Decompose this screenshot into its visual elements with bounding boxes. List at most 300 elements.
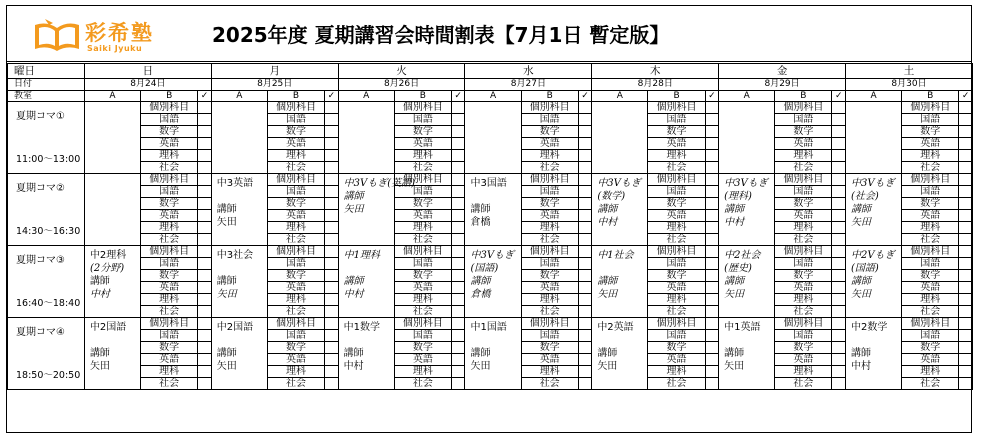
subject-cell: 社会 (141, 306, 198, 318)
subject-cell: 理科 (394, 222, 451, 234)
check-cell (451, 198, 465, 210)
class-note: 講師 (597, 204, 618, 215)
subject-cell: 英語 (267, 210, 324, 222)
room-a-cell (846, 318, 902, 390)
room-a-cell (84, 318, 140, 390)
room-a-cell (465, 102, 521, 174)
subject-cell: 個別科目 (775, 174, 832, 186)
subject-cell: 国語 (141, 258, 198, 270)
subject-cell: 数学 (394, 126, 451, 138)
slot-name: 夏期コマ① (16, 111, 65, 122)
date-cell: 8月25日 (211, 79, 338, 91)
check-cell (959, 258, 973, 270)
room-a-cell (211, 246, 267, 318)
class-note: 中村 (724, 217, 745, 228)
check-cell (705, 198, 719, 210)
check-cell (198, 222, 212, 234)
check-cell (451, 126, 465, 138)
check-cell (325, 318, 339, 330)
subject-cell: 個別科目 (394, 246, 451, 258)
class-note: 矢田 (470, 361, 491, 372)
subject-cell: 社会 (521, 378, 578, 390)
room-a-cell (719, 102, 775, 174)
check-cell (451, 282, 465, 294)
subject-cell: 理科 (902, 366, 959, 378)
subject-cell: 個別科目 (775, 102, 832, 114)
class-note: 矢田 (216, 217, 237, 228)
subject-cell: 数学 (775, 198, 832, 210)
check-cell (198, 270, 212, 282)
subject-cell: 個別科目 (902, 102, 959, 114)
check-cell (959, 162, 973, 174)
check-cell (959, 246, 973, 258)
subject-cell: 国語 (141, 186, 198, 198)
subject-cell: 英語 (394, 138, 451, 150)
room-a-cell (465, 246, 521, 318)
check-cell (578, 222, 592, 234)
subject-cell: 国語 (648, 114, 705, 126)
check-cell (578, 210, 592, 222)
date-cell: 8月27日 (465, 79, 592, 91)
check-cell (959, 222, 973, 234)
check-cell (578, 330, 592, 342)
check-cell (325, 102, 339, 114)
check-cell (959, 270, 973, 282)
check-cell (451, 186, 465, 198)
check-cell (705, 186, 719, 198)
subject-cell: 英語 (267, 282, 324, 294)
check-cell (832, 282, 846, 294)
subject-cell: 英語 (394, 210, 451, 222)
subject-cell: 数学 (141, 126, 198, 138)
subject-cell: 社会 (521, 306, 578, 318)
subject-cell: 英語 (141, 354, 198, 366)
class-note (344, 334, 394, 347)
weekday-cell: 日 (84, 64, 211, 79)
subject-cell: 個別科目 (648, 318, 705, 330)
class-note: 矢田 (597, 289, 618, 300)
check-cell (578, 138, 592, 150)
subject-cell: 個別科目 (141, 318, 198, 330)
logo-subtitle: Saiki Jyuku (87, 44, 143, 53)
subject-cell: 数学 (648, 126, 705, 138)
check-cell (832, 102, 846, 114)
class-note: 講師 (470, 204, 491, 215)
check-cell (451, 138, 465, 150)
check-cell (451, 222, 465, 234)
class-note: 中3国語 (470, 178, 507, 189)
check-cell (325, 222, 339, 234)
subject-cell: 国語 (267, 186, 324, 198)
check-cell (198, 318, 212, 330)
check-cell (198, 126, 212, 138)
class-note: 中3英語 (216, 178, 254, 189)
subject-cell: 個別科目 (775, 246, 832, 258)
room-a-header: A (465, 91, 521, 102)
check-cell (832, 126, 846, 138)
check-cell (578, 342, 592, 354)
class-note: 講師 (724, 276, 745, 287)
subject-cell: 社会 (521, 162, 578, 174)
room-a-header: A (211, 91, 267, 102)
slot-label-cell (8, 174, 85, 246)
check-cell (705, 102, 719, 114)
check-cell (198, 174, 212, 186)
check-cell (705, 366, 719, 378)
check-cell (451, 294, 465, 306)
date-label: 日付 (8, 79, 85, 91)
check-cell (198, 114, 212, 126)
subject-cell: 国語 (648, 186, 705, 198)
check-cell (198, 138, 212, 150)
check-cell (578, 126, 592, 138)
subject-cell: 社会 (902, 378, 959, 390)
room-a-cell (211, 318, 267, 390)
subject-cell: 社会 (648, 162, 705, 174)
check-header: ✓ (832, 91, 846, 102)
check-cell (959, 318, 973, 330)
check-cell (959, 378, 973, 390)
check-header: ✓ (325, 91, 339, 102)
check-cell (705, 282, 719, 294)
subject-cell: 数学 (141, 270, 198, 282)
subject-cell: 数学 (394, 342, 451, 354)
class-note: 中2Vもぎ (851, 250, 895, 261)
check-cell (959, 234, 973, 246)
subject-cell: 数学 (267, 342, 324, 354)
class-note: 矢田 (851, 289, 871, 300)
check-cell (451, 174, 465, 186)
subject-cell: 国語 (394, 114, 451, 126)
slot-name: 夏期コマ③ (16, 255, 65, 266)
check-cell (705, 114, 719, 126)
subject-cell: 社会 (141, 234, 198, 246)
class-note: 講師 (851, 204, 871, 215)
subject-cell: 個別科目 (775, 318, 832, 330)
subject-cell: 社会 (775, 306, 832, 318)
check-cell (325, 162, 339, 174)
room-a-cell (84, 246, 140, 318)
check-cell (451, 246, 465, 258)
subject-cell: 理科 (394, 366, 451, 378)
subject-cell: 理科 (648, 366, 705, 378)
check-cell (705, 174, 719, 186)
class-note: 講師 (597, 348, 618, 359)
room-a-cell (211, 102, 267, 174)
subject-cell: 国語 (902, 258, 959, 270)
check-header: ✓ (578, 91, 592, 102)
check-cell (832, 186, 846, 198)
subject-cell: 理科 (141, 222, 198, 234)
subject-cell: 個別科目 (648, 102, 705, 114)
date-cell: 8月30日 (846, 79, 973, 91)
check-cell (325, 282, 339, 294)
class-note: 講師 (216, 204, 237, 215)
check-cell (832, 210, 846, 222)
subject-cell: 社会 (648, 378, 705, 390)
subject-cell: 英語 (775, 210, 832, 222)
subject-cell: 国語 (141, 330, 198, 342)
check-cell (198, 150, 212, 162)
timetable (7, 63, 973, 390)
class-note: 中1国語 (470, 322, 507, 333)
subject-cell: 理科 (775, 294, 832, 306)
check-cell (578, 294, 592, 306)
check-cell (705, 342, 719, 354)
check-cell (325, 258, 339, 270)
class-note: 矢田 (216, 361, 237, 372)
subject-cell: 英語 (521, 210, 578, 222)
page-title: 2025年度 夏期講習会時間割表【7月1日 暫定版】 (212, 23, 670, 47)
slot-label-cell (8, 318, 85, 390)
check-cell (578, 174, 592, 186)
room-a-cell (592, 318, 648, 390)
slot-name: 夏期コマ② (16, 183, 65, 194)
check-cell (832, 174, 846, 186)
open-book-icon (33, 19, 81, 53)
check-cell (705, 138, 719, 150)
subject-cell: 理科 (267, 366, 324, 378)
check-cell (705, 150, 719, 162)
room-a-cell (592, 102, 648, 174)
subject-cell: 個別科目 (267, 318, 324, 330)
check-cell (959, 354, 973, 366)
class-note: 中村 (343, 289, 364, 300)
room-a-cell (338, 102, 394, 174)
subject-cell: 数学 (902, 198, 959, 210)
subject-cell: 数学 (394, 198, 451, 210)
subject-cell: 個別科目 (648, 174, 705, 186)
subject-cell: 社会 (267, 234, 324, 246)
check-cell (325, 294, 339, 306)
class-note (470, 334, 520, 347)
check-cell (325, 246, 339, 258)
check-cell (198, 162, 212, 174)
check-cell (325, 186, 339, 198)
class-note: (国語) (470, 263, 499, 274)
subject-cell: 国語 (775, 258, 832, 270)
class-note: 講師 (851, 348, 871, 359)
weekday-cell: 土 (846, 64, 973, 79)
subject-cell: 国語 (141, 114, 198, 126)
subject-cell: 国語 (775, 114, 832, 126)
check-cell (959, 294, 973, 306)
subject-cell: 個別科目 (902, 174, 959, 186)
subject-cell: 理科 (521, 366, 578, 378)
check-cell (198, 378, 212, 390)
subject-cell: 英語 (267, 138, 324, 150)
check-cell (705, 270, 719, 282)
subject-cell: 個別科目 (141, 174, 198, 186)
subject-cell: 個別科目 (394, 102, 451, 114)
subject-cell: 英語 (521, 282, 578, 294)
check-cell (578, 270, 592, 282)
class-note: 講師 (343, 348, 364, 359)
subject-cell: 理科 (902, 294, 959, 306)
subject-cell: 数学 (775, 126, 832, 138)
check-cell (705, 246, 719, 258)
class-note: 講師 (89, 276, 110, 287)
subject-cell: 国語 (902, 330, 959, 342)
subject-cell: 国語 (394, 330, 451, 342)
check-cell (959, 330, 973, 342)
check-cell (959, 114, 973, 126)
check-cell (325, 366, 339, 378)
subject-cell: 数学 (521, 126, 578, 138)
subject-cell: 社会 (394, 234, 451, 246)
check-cell (705, 330, 719, 342)
check-cell (578, 306, 592, 318)
check-cell (578, 198, 592, 210)
subject-cell: 理科 (775, 150, 832, 162)
check-cell (198, 186, 212, 198)
subject-cell: 社会 (648, 306, 705, 318)
check-cell (451, 306, 465, 318)
subject-cell: 個別科目 (648, 246, 705, 258)
check-cell (451, 150, 465, 162)
subject-cell: 理科 (775, 222, 832, 234)
subject-cell: 社会 (267, 306, 324, 318)
room-a-cell (84, 174, 140, 246)
check-cell (198, 306, 212, 318)
subject-cell: 国語 (775, 186, 832, 198)
class-note: 中2国語 (216, 322, 254, 333)
room-a-cell (84, 102, 140, 174)
check-cell (705, 294, 719, 306)
subject-cell: 英語 (267, 354, 324, 366)
check-cell (832, 150, 846, 162)
subject-cell: 社会 (267, 162, 324, 174)
check-cell (959, 198, 973, 210)
room-b-header: B (394, 91, 451, 102)
weekday-cell: 金 (719, 64, 846, 79)
check-cell (451, 162, 465, 174)
subject-cell: 国語 (521, 330, 578, 342)
subject-cell: 理科 (394, 150, 451, 162)
check-cell (325, 342, 339, 354)
room-b-header: B (267, 91, 324, 102)
check-cell (832, 114, 846, 126)
subject-cell: 理科 (267, 222, 324, 234)
subject-cell: 理科 (141, 150, 198, 162)
subject-cell: 国語 (902, 186, 959, 198)
class-note: 講師 (470, 348, 491, 359)
check-cell (959, 186, 973, 198)
check-cell (705, 162, 719, 174)
check-cell (959, 126, 973, 138)
class-note: 中村 (89, 289, 110, 300)
check-cell (451, 210, 465, 222)
class-note: 倉橋 (470, 289, 491, 300)
class-note: 矢田 (216, 289, 237, 300)
class-note: 講師 (216, 276, 237, 287)
check-cell (959, 282, 973, 294)
check-cell (325, 330, 339, 342)
check-cell (705, 318, 719, 330)
check-cell (832, 294, 846, 306)
class-note: 中2国語 (89, 322, 127, 333)
check-cell (832, 366, 846, 378)
check-cell (578, 366, 592, 378)
check-cell (578, 378, 592, 390)
class-note: 矢田 (851, 217, 871, 228)
class-note: 講師 (343, 276, 364, 287)
class-note: 矢田 (724, 361, 745, 372)
class-note: 中3Vもぎ (597, 178, 641, 189)
subject-cell: 数学 (648, 270, 705, 282)
class-note: 中1英語 (724, 322, 761, 333)
subject-cell: 英語 (521, 354, 578, 366)
class-note: 講師 (470, 276, 491, 287)
check-cell (325, 270, 339, 282)
check-cell (325, 378, 339, 390)
subject-cell: 個別科目 (394, 174, 451, 186)
check-cell (325, 354, 339, 366)
check-cell (198, 258, 212, 270)
subject-cell: 数学 (902, 270, 959, 282)
check-cell (959, 102, 973, 114)
check-cell (198, 282, 212, 294)
logo-name: 彩希塾 (85, 21, 154, 45)
class-note: 講師 (89, 348, 110, 359)
check-cell (832, 354, 846, 366)
check-cell (578, 246, 592, 258)
subject-cell: 個別科目 (521, 246, 578, 258)
class-note: 中2理科 (89, 250, 127, 261)
class-note (470, 190, 520, 203)
class-note (217, 262, 267, 275)
check-cell (198, 294, 212, 306)
class-note: 中2社会 (724, 250, 761, 261)
class-note: 中村 (851, 361, 871, 372)
room-a-cell (592, 246, 648, 318)
check-cell (705, 354, 719, 366)
subject-cell: 個別科目 (141, 102, 198, 114)
slot-time: 11:00〜13:00 (16, 154, 81, 165)
room-b-header: B (141, 91, 198, 102)
class-note: 講師 (343, 191, 364, 202)
subject-cell: 理科 (902, 222, 959, 234)
check-cell (832, 198, 846, 210)
check-cell (451, 342, 465, 354)
subject-cell: 社会 (267, 378, 324, 390)
check-cell (578, 150, 592, 162)
check-cell (325, 198, 339, 210)
room-b-header: B (775, 91, 832, 102)
header (7, 6, 971, 62)
class-note (90, 334, 140, 347)
check-cell (198, 234, 212, 246)
class-note (851, 334, 901, 347)
subject-cell: 理科 (141, 366, 198, 378)
check-cell (705, 210, 719, 222)
subject-cell: 社会 (775, 162, 832, 174)
slot-time: 16:40〜18:40 (16, 298, 81, 309)
check-cell (959, 150, 973, 162)
check-cell (832, 222, 846, 234)
subject-cell: 英語 (648, 210, 705, 222)
check-cell (832, 306, 846, 318)
subject-cell: 国語 (267, 330, 324, 342)
subject-cell: 英語 (394, 354, 451, 366)
class-note (217, 334, 267, 347)
subject-cell: 国語 (902, 114, 959, 126)
subject-cell: 英語 (902, 354, 959, 366)
class-note: (2分野) (89, 263, 125, 274)
timetable-sheet (6, 5, 972, 433)
date-cell: 8月26日 (338, 79, 465, 91)
check-cell (198, 198, 212, 210)
